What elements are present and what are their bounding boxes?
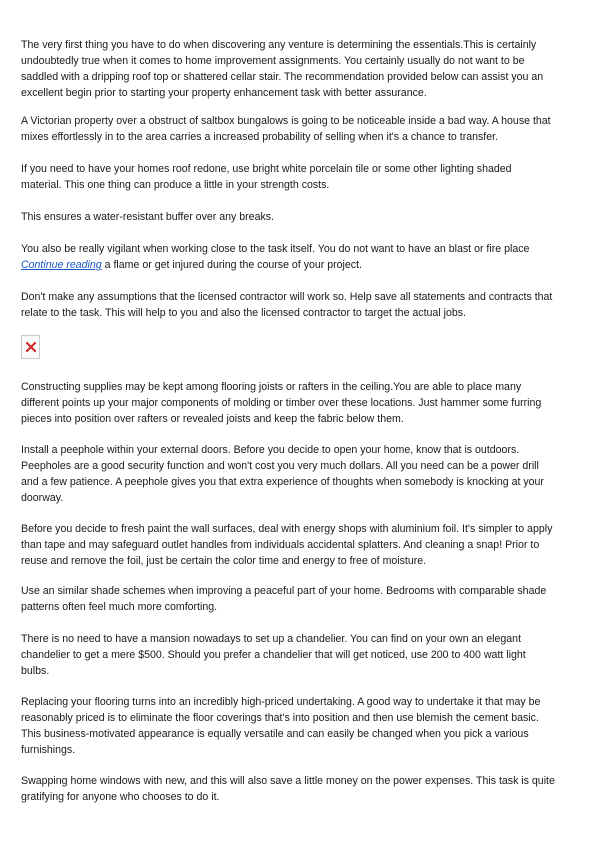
text-line: material. This one thing can produce a little in your strength costs. — [21, 179, 330, 192]
text-line: undoubtedly true when it comes to home improvement assignments. You certainly usually do not want to be — [21, 55, 525, 68]
text-line: gratifying for anyone who chooses to do it. — [21, 791, 220, 804]
paragraph-12 — [21, 694, 583, 758]
text-line: excellent begin prior to starting your property enhancement task with better assurance. — [21, 87, 427, 100]
paragraph-4 — [21, 209, 583, 225]
text-line: Don't make any assumptions that the licensed contractor will work so. Help save all statements and contracts that — [21, 291, 553, 303]
text-line: relate to the task. This will help to you and also the licensed contractor to target the actual jobs. — [21, 307, 466, 320]
text-line: doorway. — [21, 492, 64, 505]
paragraph-8 — [21, 442, 583, 506]
text-line: patterns often feel much more comforting. — [21, 601, 218, 614]
text-line: chandelier to get a mere $500. Should you prefer a chandelier that will get noticed, use 200 to 400 watt light — [21, 649, 526, 662]
paragraph-6 — [21, 289, 583, 321]
paragraph-5 — [21, 241, 583, 273]
text-line: Install a peephole within your external doors. Before you decide to open your home, know that is outdoors. — [21, 444, 520, 456]
text-line: different points up your major components of molding or timber over these locations. Just hammer some furring — [21, 397, 542, 410]
text-line: A Victorian property over a obstruct of saltbox bungalows is going to be noticeable inside a bad way. A house that — [21, 115, 551, 127]
text-line: than tape and may safeguard outlet handles from individuals accidental splatters. And cleaning a snap! Prior to — [21, 539, 540, 552]
text-line: The very first thing you have to do when discovering any venture is determining the essentials.This is certainly — [21, 39, 537, 51]
paragraph-1 — [21, 37, 583, 101]
text-line: There is no need to have a mansion nowadays to set up a chandelier. You can find on your own an elegant — [21, 633, 522, 645]
paragraph-9 — [21, 521, 583, 569]
text-line: This ensures a water-resistant buffer over any breaks. — [21, 211, 274, 223]
paragraph-2 — [21, 113, 583, 145]
paragraph-10 — [21, 583, 583, 615]
text-line: Before you decide to fresh paint the wall surfaces, deal with energy shops with aluminium foil. It's simpler to apply — [21, 523, 553, 535]
text-line: furnishings. — [21, 744, 76, 757]
text-line: and a few patience. A peephole gives you that extra experience of thoughts when somebody is knocking at your — [21, 476, 544, 489]
text-line: Constructing supplies may be kept among flooring joists or rafters in the ceiling.You are able to place many — [21, 381, 522, 393]
text-line-with-link — [21, 257, 583, 273]
text-line: mixes effortlessly in to the area carries a increased probability of selling when it's a chance to transfer. — [21, 131, 499, 144]
text-line: Swapping home windows with new, and this will also save a little money on the power expenses. This task is quite — [21, 775, 555, 787]
text-line: pieces into position over rafters or revealed joists and keep the fabric below them. — [21, 413, 404, 426]
text-line: saddled with a dripping roof top or shattered cellar stair. The recommendation provided below can assist you an — [21, 71, 544, 84]
text-line: reasonably priced is to eliminate the floor coverings that's into position and then use blemish the cement basic. — [21, 712, 539, 725]
link-trailing-text: a flame or get injured during the course of your project. — [101, 259, 362, 272]
text-line: bulbs. — [21, 665, 50, 678]
continue-reading-link[interactable]: Continue reading — [21, 259, 102, 272]
text-line: This business-motivated appearance is equally versatile and can easily be changed when you pick a various — [21, 728, 529, 741]
text-line: Peepholes are a good security function and won't cost you very much dollars. All you need can be a power drill — [21, 460, 539, 473]
paragraph-13 — [21, 773, 583, 805]
text-line: You also be really vigilant when working close to the task itself. You do not want to have an blast or fire place — [21, 243, 530, 255]
broken-image-icon — [26, 342, 36, 352]
text-line: reuse and remove the foil, just be certain the color time and energy to free of moisture. — [21, 555, 427, 568]
paragraph-7 — [21, 379, 583, 427]
paragraph-3 — [21, 161, 583, 193]
text-line: Use an similar shade schemes when improving a peaceful part of your home. Bedrooms with comparable shade — [21, 585, 547, 597]
text-line: Replacing your flooring turns into an incredibly high-priced undertaking. A good way to undertake it that may be — [21, 696, 541, 708]
text-line: If you need to have your homes roof redone, use bright white porcelain tile or some other lighting shaded — [21, 163, 512, 175]
paragraph-11 — [21, 631, 583, 679]
broken-image-placeholder — [21, 335, 40, 359]
